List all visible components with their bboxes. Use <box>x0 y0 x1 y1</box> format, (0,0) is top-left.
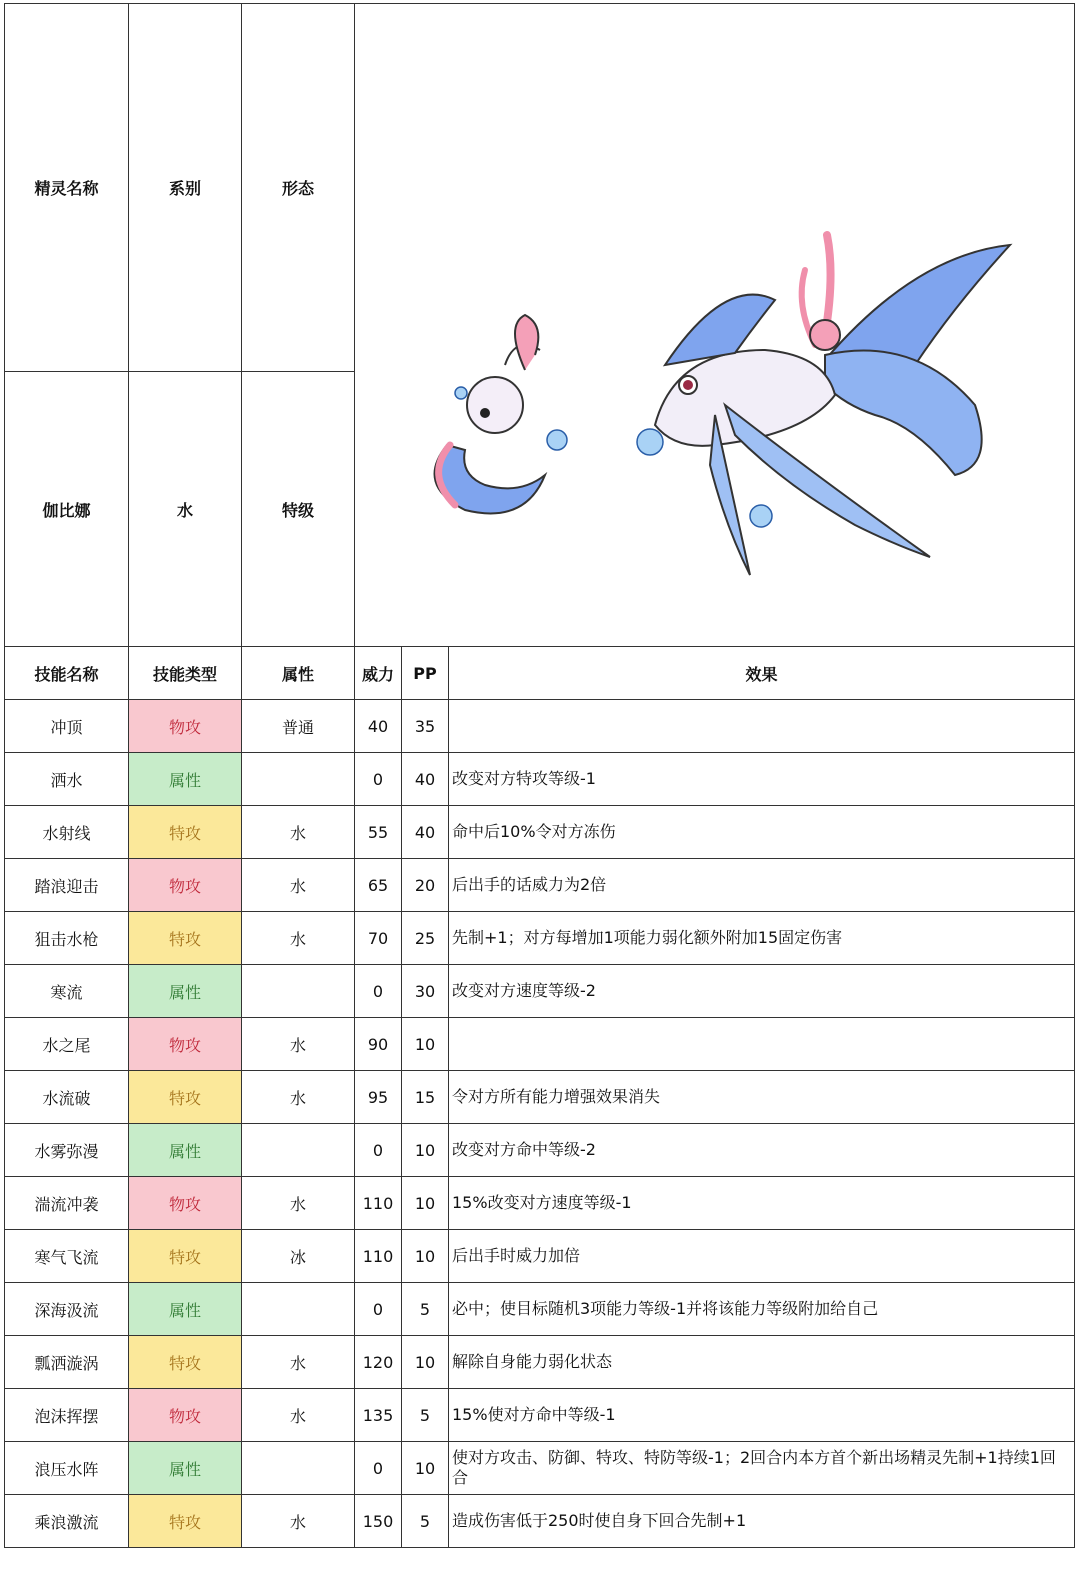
skill-pp: 15 <box>402 1071 449 1124</box>
label-form: 形态 <box>242 4 355 372</box>
skill-effect: 令对方所有能力增强效果消失 <box>449 1071 1075 1124</box>
skill-type-badge: 物攻 <box>129 1018 242 1071</box>
table-row <box>5 1177 1075 1230</box>
skill-attribute <box>242 1442 355 1495</box>
skill-power: 0 <box>355 1283 402 1336</box>
skill-name: 深海汲流 <box>5 1283 129 1336</box>
skill-attribute: 水 <box>242 1018 355 1071</box>
skill-type-badge: 特攻 <box>129 1071 242 1124</box>
skill-type-badge: 特攻 <box>129 1495 242 1548</box>
skill-power: 135 <box>355 1389 402 1442</box>
table-row <box>5 1071 1075 1124</box>
skill-attribute: 普通 <box>242 700 355 753</box>
skill-attribute: 水 <box>242 806 355 859</box>
table-row <box>5 1495 1075 1548</box>
skill-attribute <box>242 1124 355 1177</box>
skill-pp: 10 <box>402 1442 449 1495</box>
skill-attribute <box>242 965 355 1018</box>
table-row <box>5 753 1075 806</box>
skill-type-badge: 特攻 <box>129 1230 242 1283</box>
skill-power: 70 <box>355 912 402 965</box>
table-row <box>5 1124 1075 1177</box>
skill-pp: 25 <box>402 912 449 965</box>
col-header-effect: 效果 <box>449 647 1075 700</box>
table-row <box>5 965 1075 1018</box>
col-header-skill-name: 技能名称 <box>5 647 129 700</box>
skill-attribute <box>242 753 355 806</box>
skill-name: 泡沫挥摆 <box>5 1389 129 1442</box>
skill-power: 120 <box>355 1336 402 1389</box>
skill-type-badge: 物攻 <box>129 1389 242 1442</box>
skill-power: 0 <box>355 1442 402 1495</box>
table-row <box>5 859 1075 912</box>
skill-name: 洒水 <box>5 753 129 806</box>
spirit-info-sheet <box>4 3 1075 1548</box>
skill-effect <box>449 700 1075 753</box>
skill-type-badge: 物攻 <box>129 1177 242 1230</box>
skill-type-badge: 属性 <box>129 1124 242 1177</box>
skill-attribute: 冰 <box>242 1230 355 1283</box>
skill-attribute: 水 <box>242 1336 355 1389</box>
element-value: 水 <box>129 372 242 647</box>
skill-pp: 10 <box>402 1018 449 1071</box>
skill-power: 0 <box>355 1124 402 1177</box>
skill-attribute: 水 <box>242 1495 355 1548</box>
skill-power: 150 <box>355 1495 402 1548</box>
skill-attribute: 水 <box>242 1071 355 1124</box>
table-row <box>5 1442 1075 1495</box>
skill-pp: 5 <box>402 1495 449 1548</box>
skill-effect <box>449 1018 1075 1071</box>
skill-attribute: 水 <box>242 1389 355 1442</box>
skill-name: 浪压水阵 <box>5 1442 129 1495</box>
table-row <box>5 700 1075 753</box>
skill-pp: 35 <box>402 700 449 753</box>
skill-attribute: 水 <box>242 912 355 965</box>
skill-pp: 40 <box>402 806 449 859</box>
skill-pp: 10 <box>402 1177 449 1230</box>
col-header-pp: PP <box>402 647 449 700</box>
skill-effect: 先制+1；对方每增加1项能力弱化额外附加15固定伤害 <box>449 912 1075 965</box>
skill-type-badge: 属性 <box>129 1442 242 1495</box>
skill-power: 40 <box>355 700 402 753</box>
skill-attribute <box>242 1283 355 1336</box>
table-row <box>5 1018 1075 1071</box>
skill-power: 110 <box>355 1177 402 1230</box>
skill-attribute: 水 <box>242 1177 355 1230</box>
skill-name: 冲顶 <box>5 700 129 753</box>
skill-power: 0 <box>355 753 402 806</box>
skill-effect: 改变对方特攻等级-1 <box>449 753 1075 806</box>
table-row <box>5 1283 1075 1336</box>
skill-power: 0 <box>355 965 402 1018</box>
skill-type-badge: 属性 <box>129 965 242 1018</box>
skill-effect: 15%使对方命中等级-1 <box>449 1389 1075 1442</box>
final-form-illustration <box>637 235 1010 575</box>
skill-effect: 15%改变对方速度等级-1 <box>449 1177 1075 1230</box>
skill-pp: 10 <box>402 1124 449 1177</box>
spirit-artwork-cell <box>355 4 1075 647</box>
skill-type-badge: 物攻 <box>129 700 242 753</box>
skill-type-badge: 属性 <box>129 753 242 806</box>
skill-type-badge: 物攻 <box>129 859 242 912</box>
col-header-skill-type: 技能类型 <box>129 647 242 700</box>
skill-rows <box>5 700 1075 1548</box>
skill-effect: 解除自身能力弱化状态 <box>449 1336 1075 1389</box>
skill-pp: 20 <box>402 859 449 912</box>
skill-pp: 40 <box>402 753 449 806</box>
spirit-artwork <box>355 5 1072 645</box>
baby-form-illustration <box>435 315 567 513</box>
skill-name: 水之尾 <box>5 1018 129 1071</box>
skill-name: 水雾弥漫 <box>5 1124 129 1177</box>
skill-name: 狙击水枪 <box>5 912 129 965</box>
skill-power: 65 <box>355 859 402 912</box>
table-row <box>5 1336 1075 1389</box>
skill-pp: 10 <box>402 1336 449 1389</box>
skill-pp: 30 <box>402 965 449 1018</box>
skill-name: 踏浪迎击 <box>5 859 129 912</box>
skill-effect: 改变对方命中等级-2 <box>449 1124 1075 1177</box>
skill-effect: 造成伤害低于250时使自身下回合先制+1 <box>449 1495 1075 1548</box>
skill-name: 水流破 <box>5 1071 129 1124</box>
col-header-power: 威力 <box>355 647 402 700</box>
skill-pp: 5 <box>402 1283 449 1336</box>
skill-attribute: 水 <box>242 859 355 912</box>
table-row <box>5 806 1075 859</box>
skill-effect: 命中后10%令对方冻伤 <box>449 806 1075 859</box>
table-row <box>5 1389 1075 1442</box>
skill-pp: 5 <box>402 1389 449 1442</box>
label-element: 系别 <box>129 4 242 372</box>
table-row <box>5 1230 1075 1283</box>
skill-name: 水射线 <box>5 806 129 859</box>
skill-type-badge: 特攻 <box>129 806 242 859</box>
skill-effect: 改变对方速度等级-2 <box>449 965 1075 1018</box>
skill-table-header <box>5 647 1075 700</box>
skill-name: 湍流冲袭 <box>5 1177 129 1230</box>
skill-power: 95 <box>355 1071 402 1124</box>
skill-type-badge: 特攻 <box>129 912 242 965</box>
skill-name: 寒流 <box>5 965 129 1018</box>
col-header-attribute: 属性 <box>242 647 355 700</box>
skill-power: 110 <box>355 1230 402 1283</box>
skill-effect: 后出手时威力加倍 <box>449 1230 1075 1283</box>
skill-effect: 必中；使目标随机3项能力等级-1并将该能力等级附加给自己 <box>449 1283 1075 1336</box>
skill-power: 55 <box>355 806 402 859</box>
skill-effect: 后出手的话威力为2倍 <box>449 859 1075 912</box>
table-row <box>5 912 1075 965</box>
skill-power: 90 <box>355 1018 402 1071</box>
skill-pp: 10 <box>402 1230 449 1283</box>
spirit-name-value: 伽比娜 <box>5 372 129 647</box>
label-spirit-name: 精灵名称 <box>5 4 129 372</box>
skill-name: 乘浪激流 <box>5 1495 129 1548</box>
skill-name: 寒气飞流 <box>5 1230 129 1283</box>
skill-type-badge: 属性 <box>129 1283 242 1336</box>
form-value: 特级 <box>242 372 355 647</box>
skill-type-badge: 特攻 <box>129 1336 242 1389</box>
skill-name: 瓢洒漩涡 <box>5 1336 129 1389</box>
skill-effect: 使对方攻击、防御、特攻、特防等级-1；2回合内本方首个新出场精灵先制+1持续1回合 <box>449 1442 1075 1495</box>
